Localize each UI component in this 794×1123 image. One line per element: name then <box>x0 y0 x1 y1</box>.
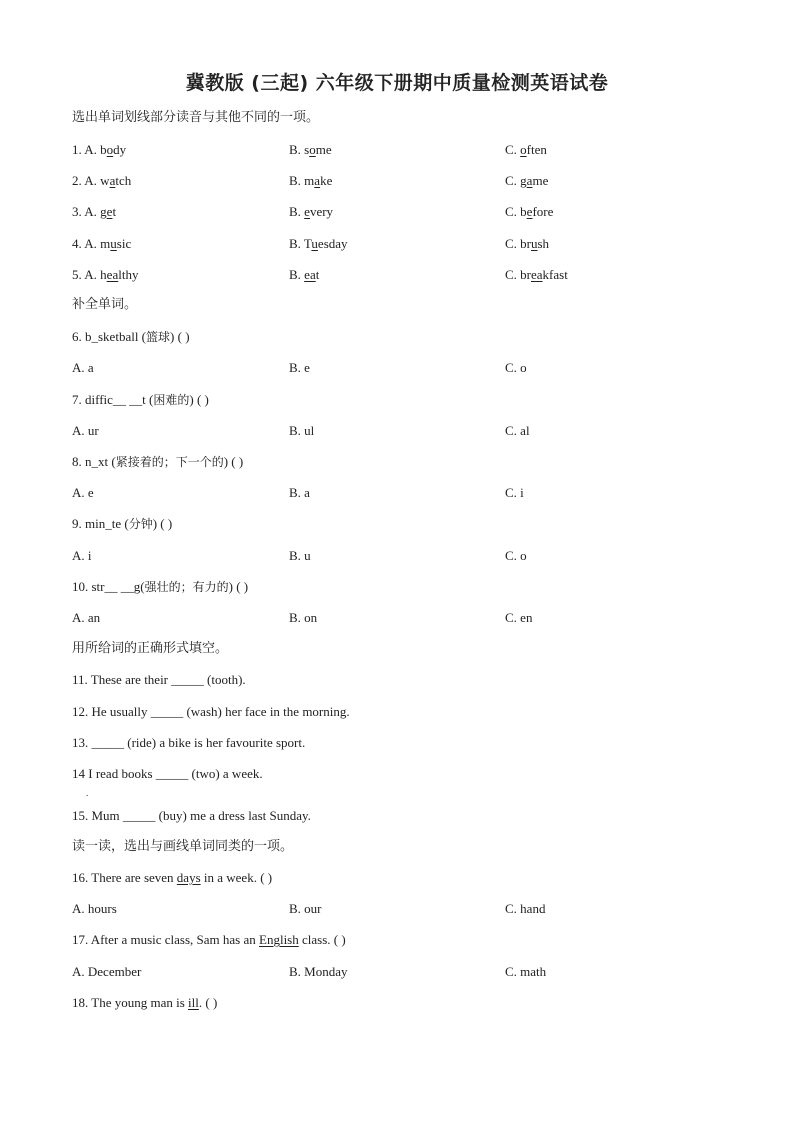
q6-option-b: B. e <box>289 360 310 375</box>
section-heading-phonics: 选出单词划线部分读音与其他不同的一项。 <box>72 110 320 125</box>
q14-stem: 14 I read books _____ (two) a week. <box>72 766 263 781</box>
q13-stem: 13. _____ (ride) a bike is her favourite sport. <box>72 735 306 750</box>
q3-option-b: B. every <box>289 204 334 219</box>
q5-option-c: C. breakfast <box>505 267 568 282</box>
q4-option-a: 4. A. music <box>72 236 132 251</box>
q17-option-a: A. December <box>72 964 142 979</box>
q6-option-c: C. o <box>505 360 527 375</box>
q10-option-c: C. en <box>505 610 533 625</box>
q8-option-a: A. e <box>72 485 94 500</box>
q3-option-a: 3. A. get <box>72 204 117 219</box>
q17-option-c: C. math <box>505 964 547 979</box>
q9-stem: 9. min_te (分钟) ( ) <box>72 516 173 531</box>
q4-option-b: B. Tuesday <box>289 236 348 251</box>
q10-option-b: B. on <box>289 610 318 625</box>
q8-option-c: C. i <box>505 485 524 500</box>
q16-option-a: A. hours <box>72 901 117 916</box>
q17-stem: 17. After a music class, Sam has an English class. ( ) <box>72 932 346 947</box>
q18-stem: 18. The young man is ill. ( ) <box>72 995 218 1010</box>
section-heading-word-forms: 用所给词的正确形式填空。 <box>72 641 229 656</box>
q8-option-b: B. a <box>289 485 310 500</box>
q9-option-c: C. o <box>505 548 527 563</box>
q16-stem: 16. There are seven days in a week. ( ) <box>72 870 273 885</box>
q4-option-c: C. brush <box>505 236 550 251</box>
q12-stem: 12. He usually _____ (wash) her face in the morning. <box>72 704 350 719</box>
section-heading-categories: 读一读，选出与画线单词同类的一项。 <box>72 839 294 854</box>
q11-stem: 11. These are their _____ (tooth). <box>72 672 246 687</box>
section-heading-complete-words: 补全单词。 <box>72 297 138 312</box>
q16-option-c: C. hand <box>505 901 546 916</box>
q7-stem: 7. diffic__ __t (困难的) ( ) <box>72 392 209 407</box>
q3-option-c: C. before <box>505 204 554 219</box>
q15-stem: 15. Mum _____ (buy) me a dress last Sunday. <box>72 808 311 823</box>
q17-option-b: B. Monday <box>289 964 348 979</box>
page-title: 冀教版 (三起) 六年级下册期中质量检测英语试卷 <box>185 72 609 94</box>
q14-number-dot: . <box>86 788 89 798</box>
q9-option-b: B. u <box>289 548 311 563</box>
q9-option-a: A. i <box>72 548 92 563</box>
q10-stem: 10. str__ __g(强壮的；有力的) ( ) <box>72 579 249 594</box>
q5-option-a: 5. A. healthy <box>72 267 139 282</box>
q16-option-b: B. our <box>289 901 322 916</box>
q6-option-a: A. a <box>72 360 94 375</box>
q5-option-b: B. eat <box>289 267 320 282</box>
q1-option-c: C. often <box>505 142 547 157</box>
q1-option-b: B. some <box>289 142 332 157</box>
q7-option-b: B. ul <box>289 423 315 438</box>
q10-option-a: A. an <box>72 610 101 625</box>
q2-option-c: C. game <box>505 173 549 188</box>
q7-option-a: A. ur <box>72 423 99 438</box>
q6-stem: 6. b_sketball (篮球) ( ) <box>72 329 190 344</box>
q2-option-a: 2. A. watch <box>72 173 132 188</box>
q1-option-a: 1. A. body <box>72 142 127 157</box>
q8-stem: 8. n_xt (紧接着的；下一个的) ( ) <box>72 454 244 469</box>
q2-option-b: B. make <box>289 173 333 188</box>
q7-option-c: C. al <box>505 423 530 438</box>
